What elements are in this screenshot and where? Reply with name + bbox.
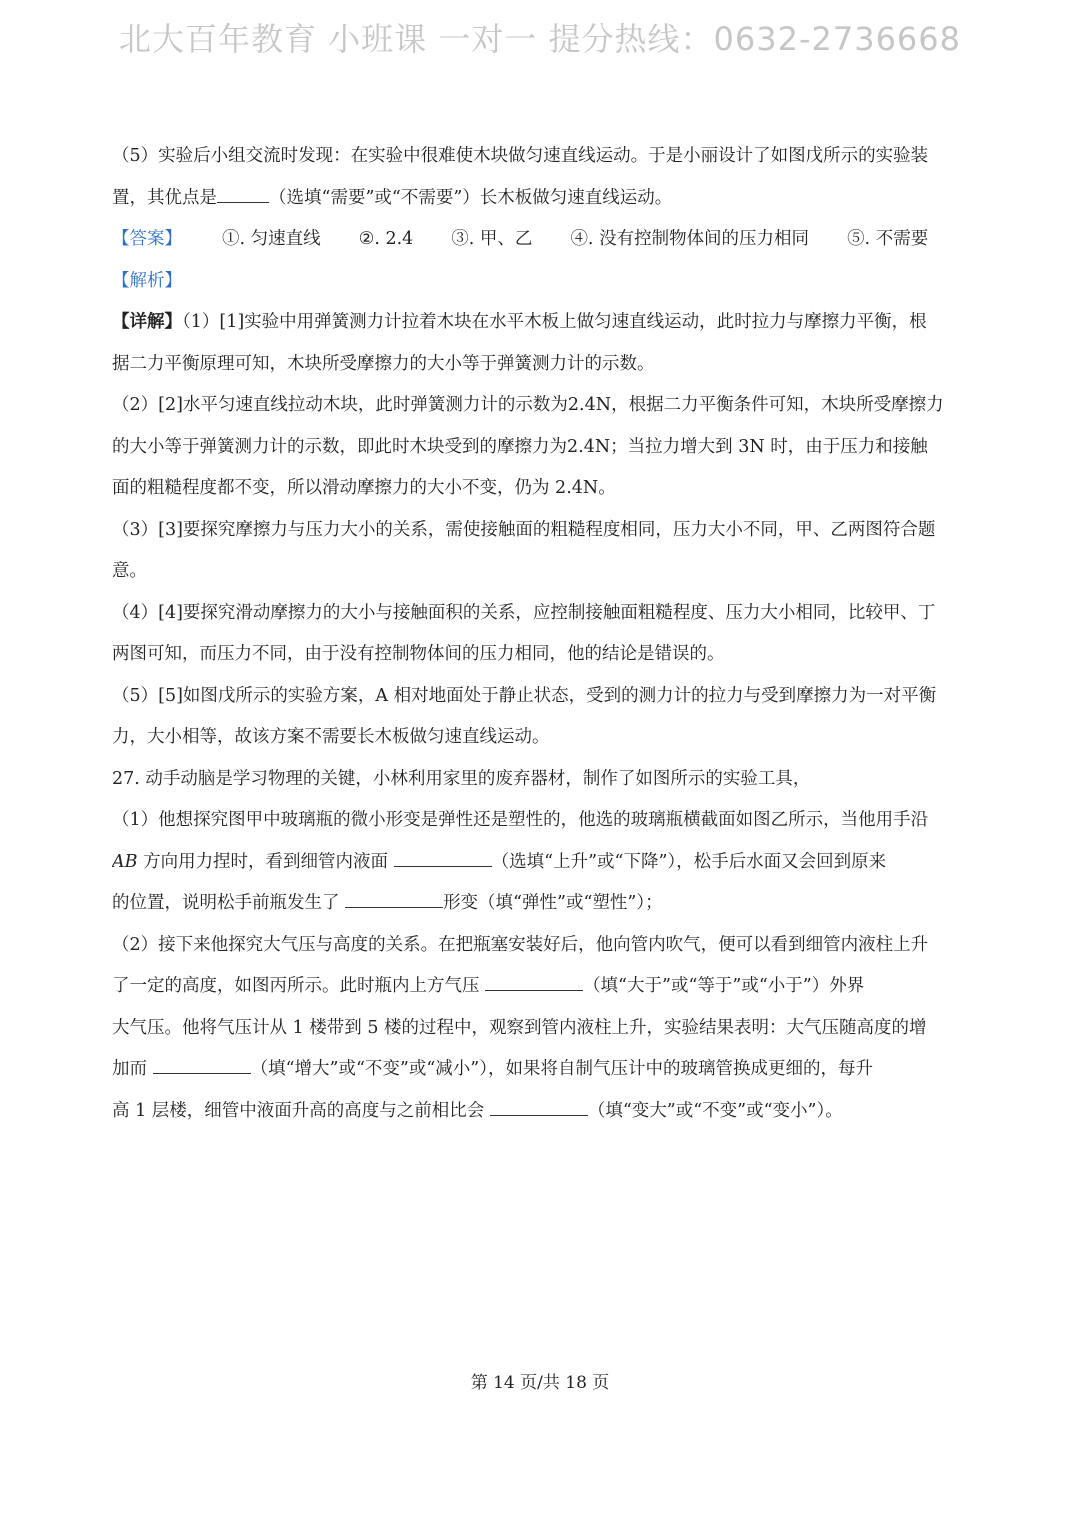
analysis-tag: 【解析】 — [112, 270, 182, 291]
detail-p2-line-1: （2）[2]水平匀速直线拉动木块，此时弹簧测力计的示数为2.4N，根据二力平衡条件可知，木块所受摩擦力 — [112, 395, 944, 415]
answer-blank — [153, 1053, 251, 1074]
watermark: 北大百年教育 小班课 一对一 提分热线：0632-2736668 — [118, 20, 962, 58]
answer-item: ①. 匀速直线 — [222, 229, 321, 249]
q27-intro: 27. 动手动脑是学习物理的关键，小林利用家里的废弃器材，制作了如图所示的实验工具， — [112, 768, 811, 789]
answer-blank — [217, 182, 269, 203]
q27-text: （填“增大”或“不变”或“减小”），如果将自制气压计中的玻璃管换成更细的，每升 — [250, 1059, 874, 1079]
q27-s2-line-2 — [112, 966, 972, 1008]
analysis-line — [112, 261, 972, 303]
q27-s2-line-5 — [112, 1091, 972, 1133]
detail-text: （1）[1]实验中用弹簧测力计拉着木块在水平木板上做匀速直线运动，此时拉力与摩擦力平衡，根 — [182, 312, 927, 332]
q27-ab-label: AB — [112, 851, 138, 872]
answer-blank — [345, 887, 443, 908]
answer-tag: 【答案】 — [112, 229, 182, 249]
detail-p2-line-3: 面的粗糙程度都不变，所以滑动摩擦力的大小不变，仍为 2.4N。 — [112, 478, 616, 498]
answer-item: ④. 没有控制物体间的压力相同 — [570, 229, 810, 249]
answer-item: ⑤. 不需要 — [847, 229, 929, 249]
page-footer: 第 14 页/共 18 页 — [470, 1373, 610, 1393]
detail-p5-line-1: （5）[5]如图戊所示的实验方案，A 相对地面处于静止状态，受到的测力计的拉力与受到摩擦力为一对平衡 — [112, 685, 937, 706]
detail-p1-line-1 — [112, 302, 972, 344]
answer-blank — [490, 1095, 588, 1116]
q27-text: 的位置，说明松手前瓶发生了 — [112, 893, 346, 913]
q5-text-b: （选填“需要”或“不需要”）长木板做匀速直线运动。 — [269, 187, 673, 208]
q5-line-2 — [112, 178, 972, 220]
q27-text: 高 1 层楼，细管中液面升高的高度与之前相比会 — [112, 1100, 490, 1121]
q27-s2-line-3: 大气压。他将气压计从 1 楼带到 5 楼的过程中，观察到管内液柱上升，实验结果表明：大气压随高度的增 — [112, 1017, 927, 1038]
q27-text: （填“大于”或“等于”或“小于”）外界 — [583, 976, 865, 996]
answer-item: ③. 甲、乙 — [451, 229, 533, 249]
answer-item: ②. 2.4 — [358, 229, 414, 249]
detail-p4-line-2: 两图可知，而压力不同，由于没有控制物体间的压力相同，他的结论是错误的。 — [112, 644, 725, 664]
q27-text: 形变（填“弹性”或“塑性”）； — [443, 893, 663, 913]
q27-text: 了一定的高度，如图丙所示。此时瓶内上方气压 — [112, 976, 486, 996]
answer-line — [112, 219, 972, 261]
answer-blank — [485, 970, 583, 991]
detail-p4-line-1: （4）[4]要探究滑动摩擦力的大小与接触面积的关系，应控制接触面粗糙程度、压力大小相同，比较甲、丁 — [112, 602, 936, 623]
q27-s2-line-4 — [112, 1049, 972, 1091]
q27-s1-line-2 — [112, 842, 972, 884]
q27-s1-line-1: （1）他想探究图甲中玻璃瓶的微小形变是弹性还是塑性的，他选的玻璃瓶横截面如图乙所示，当他用手沿 — [112, 810, 929, 830]
detail-p1-line-2: 据二力平衡原理可知，木块所受摩擦力的大小等于弹簧测力计的示数。 — [112, 353, 655, 374]
answer-blank — [394, 846, 492, 867]
page-content — [112, 136, 972, 1132]
q27-s2-line-1: （2）接下来他探究大气压与高度的关系。在把瓶塞安装好后，他向管内吹气，便可以看到细管内液柱上升 — [112, 934, 929, 955]
q27-text: 加而 — [112, 1059, 153, 1079]
q5-text-a: 置，其优点是 — [112, 187, 217, 208]
detail-p3-line-1: （3）[3]要探究摩擦力与压力大小的关系，需使接触面的粗糙程度相同，压力大小不同，甲、乙两图符合题 — [112, 519, 936, 540]
q27-text: （填“变大”或“不变”或“变小”）。 — [587, 1100, 843, 1121]
detail-p2-line-2: 的大小等于弹簧测力计的示数，即此时木块受到的摩擦力为2.4N；当拉力增大到 3N 时，由于压力和接触 — [112, 436, 928, 457]
q27-text: （选填“上升”或“下降”），松手后水面又会回到原来 — [491, 851, 887, 872]
q27-s1-line-3 — [112, 883, 972, 925]
q5-line-1: （5）实验后小组交流时发现：在实验中很难使木块做匀速直线运动。于是小丽设计了如图戊所示的实验装 — [112, 146, 929, 166]
detail-tag: 【详解】 — [112, 312, 182, 332]
detail-p3-line-2: 意。 — [112, 561, 147, 581]
detail-p5-line-2: 力，大小相等，故该方案不需要长木板做匀速直线运动。 — [112, 727, 550, 747]
q27-text: 方向用力捏时，看到细管内液面 — [137, 851, 394, 872]
